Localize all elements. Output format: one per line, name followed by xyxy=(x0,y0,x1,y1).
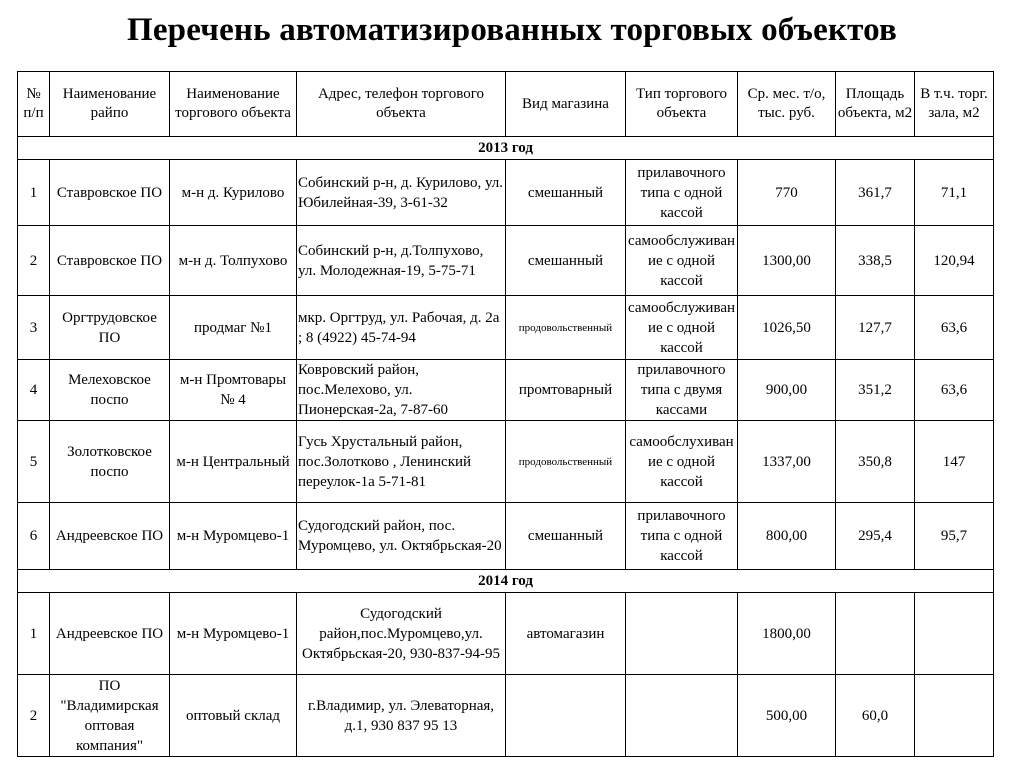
cell-area: 127,7 xyxy=(836,296,915,360)
cell-kind xyxy=(506,675,626,757)
cell-hall: 63,6 xyxy=(915,360,994,421)
cell-type: прилавочного типа с одной кассой xyxy=(626,503,738,570)
cell-area: 351,2 xyxy=(836,360,915,421)
year-row-2013 xyxy=(18,137,994,160)
table-row xyxy=(18,296,994,360)
cell-number: 6 xyxy=(18,503,50,570)
trade-objects-table xyxy=(17,71,994,757)
cell-object: м-н Муромцево-1 xyxy=(170,593,297,675)
cell-number: 1 xyxy=(18,593,50,675)
cell-address: Собинский р-н, д.Толпухово, ул. Молодежная-19, 5-75-71 xyxy=(297,226,506,296)
header-number: № п/п xyxy=(18,72,50,137)
cell-raipo: Андреевское ПО xyxy=(50,593,170,675)
header-kind: Вид магазина xyxy=(506,72,626,137)
cell-type: прилавочного типа с двумя кассами xyxy=(626,360,738,421)
cell-number: 4 xyxy=(18,360,50,421)
header-raipo: Наименование райпо xyxy=(50,72,170,137)
cell-type xyxy=(626,593,738,675)
cell-number: 3 xyxy=(18,296,50,360)
table-row xyxy=(18,421,994,503)
cell-kind: смешанный xyxy=(506,160,626,226)
cell-area: 338,5 xyxy=(836,226,915,296)
cell-number: 2 xyxy=(18,226,50,296)
cell-address: Гусь Хрустальный район, пос.Золотково , Ленинский переулок-1а 5-71-81 xyxy=(297,421,506,503)
cell-kind: смешанный xyxy=(506,503,626,570)
cell-area: 295,4 xyxy=(836,503,915,570)
cell-kind: промтоварный xyxy=(506,360,626,421)
cell-number: 2 xyxy=(18,675,50,757)
page-title: Перечень автоматизированных торговых объектов xyxy=(126,12,898,48)
cell-turnover: 1300,00 xyxy=(738,226,836,296)
cell-turnover: 1026,50 xyxy=(738,296,836,360)
cell-address: Собинский р-н, д. Курилово, ул. Юбилейная-39, 3-61-32 xyxy=(297,160,506,226)
cell-hall: 120,94 xyxy=(915,226,994,296)
cell-raipo: Андреевское ПО xyxy=(50,503,170,570)
table-row xyxy=(18,160,994,226)
table-row xyxy=(18,226,994,296)
cell-type: самообслуживание с одной кассой xyxy=(626,226,738,296)
cell-turnover: 1337,00 xyxy=(738,421,836,503)
cell-hall xyxy=(915,593,994,675)
cell-hall: 95,7 xyxy=(915,503,994,570)
header-object: Наименование торгового объекта xyxy=(170,72,297,137)
cell-turnover: 770 xyxy=(738,160,836,226)
cell-hall: 147 xyxy=(915,421,994,503)
header-hall: В т.ч. торг. зала, м2 xyxy=(915,72,994,137)
cell-raipo: Оргтрудовское ПО xyxy=(50,296,170,360)
header-type: Тип торгового объекта xyxy=(626,72,738,137)
header-area: Площадь объекта, м2 xyxy=(836,72,915,137)
table-row xyxy=(18,360,994,421)
table-row xyxy=(18,503,994,570)
cell-object: м-н д. Курилово xyxy=(170,160,297,226)
cell-address: Ковровский район, пос.Мелехово, ул. Пионерская-2а, 7-87-60 xyxy=(297,360,506,421)
cell-raipo: Ставровское ПО xyxy=(50,160,170,226)
cell-type: прилавочного типа с одной кассой xyxy=(626,160,738,226)
cell-hall: 63,6 xyxy=(915,296,994,360)
table-header-row xyxy=(18,72,994,137)
cell-area: 60,0 xyxy=(836,675,915,757)
cell-turnover: 800,00 xyxy=(738,503,836,570)
cell-kind: смешанный xyxy=(506,226,626,296)
cell-object: м-н Муромцево-1 xyxy=(170,503,297,570)
cell-object: оптовый склад xyxy=(170,675,297,757)
cell-raipo: Ставровское ПО xyxy=(50,226,170,296)
cell-turnover: 1800,00 xyxy=(738,593,836,675)
cell-address: Судогодский район, пос. Муромцево, ул. Октябрьская-20 xyxy=(297,503,506,570)
table-row xyxy=(18,593,994,675)
cell-kind: продовольственный xyxy=(506,421,626,503)
cell-address: Судогодский район,пос.Муромцево,ул. Октябрьская-20, 930-837-94-95 xyxy=(297,593,506,675)
year-label: 2014 год xyxy=(18,570,994,593)
cell-raipo: ПО "Владимирская оптовая компания" xyxy=(50,675,170,757)
table-row xyxy=(18,675,994,757)
cell-number: 5 xyxy=(18,421,50,503)
header-turnover: Ср. мес. т/о, тыс. руб. xyxy=(738,72,836,137)
cell-hall: 71,1 xyxy=(915,160,994,226)
cell-object: м-н Промтовары № 4 xyxy=(170,360,297,421)
cell-type xyxy=(626,675,738,757)
year-row-2014 xyxy=(18,570,994,593)
year-label: 2013 год xyxy=(18,137,994,160)
cell-area: 350,8 xyxy=(836,421,915,503)
cell-address: г.Владимир, ул. Элеваторная, д.1, 930 837 95 13 xyxy=(297,675,506,757)
cell-type: самообслухивание с одной кассой xyxy=(626,421,738,503)
cell-kind: автомагазин xyxy=(506,593,626,675)
cell-turnover: 900,00 xyxy=(738,360,836,421)
cell-raipo: Мелеховское поспо xyxy=(50,360,170,421)
cell-area: 361,7 xyxy=(836,160,915,226)
cell-turnover: 500,00 xyxy=(738,675,836,757)
cell-type: самообслуживание с одной кассой xyxy=(626,296,738,360)
cell-hall xyxy=(915,675,994,757)
cell-area xyxy=(836,593,915,675)
cell-kind: продовольственный xyxy=(506,296,626,360)
header-address: Адрес, телефон торгового объекта xyxy=(297,72,506,137)
cell-address: мкр. Оргтруд, ул. Рабочая, д. 2а ; 8 (4922) 45-74-94 xyxy=(297,296,506,360)
cell-object: м-н Центральный xyxy=(170,421,297,503)
cell-object: м-н д. Толпухово xyxy=(170,226,297,296)
cell-number: 1 xyxy=(18,160,50,226)
cell-raipo: Золотковское поспо xyxy=(50,421,170,503)
cell-object: продмаг №1 xyxy=(170,296,297,360)
